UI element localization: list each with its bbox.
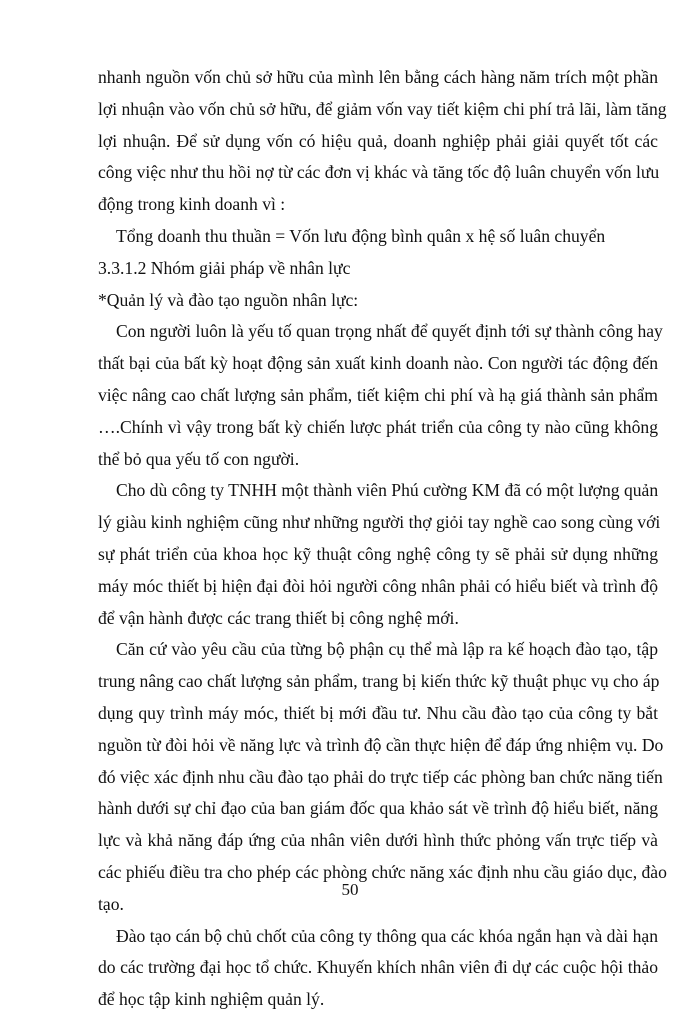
text-line: máy móc thiết bị hiện đại đòi hỏi người công nhân phải có hiểu biết và trình độ	[98, 575, 658, 596]
text-line: lợi nhuận vào vốn chủ sở hữu, để giảm vốn vay tiết kiệm chi phí trả lãi, làm tăng	[98, 98, 667, 119]
text-line: lực và khả năng đáp ứng của nhân viên dưới hình thức phỏng vấn trực tiếp và	[98, 830, 658, 851]
text-line: lý giàu kinh nghiệm cũng như những người thợ giỏi tay nghề cao song cùng với	[98, 512, 661, 533]
text-line: để vận hành được các trang thiết bị công nghệ mới.	[98, 607, 459, 628]
body-text	[98, 62, 667, 1016]
text-line: nguồn từ đòi hỏi về năng lực và trình độ cần thực hiện để đáp ứng nhiệm vụ. Do	[98, 734, 664, 755]
formula-line: Tổng doanh thu thuần = Vốn lưu động bình quân x hệ số luân chuyển	[116, 225, 606, 246]
text-line: đó việc xác định nhu cầu đào tạo phải do trực tiếp các phòng ban chức năng tiến	[98, 766, 663, 787]
text-line: để học tập kinh nghiệm quản lý.	[98, 989, 325, 1010]
text-line: nhanh nguồn vốn chủ sở hữu của mình lên bằng cách hàng năm trích một phần	[98, 67, 658, 87]
text-line: Cho dù công ty TNHH một thành viên Phú cường KM đã có một lượng quản	[116, 480, 659, 501]
text-line: thể bỏ qua yếu tố con người.	[98, 448, 300, 469]
text-line: việc nâng cao chất lượng sản phẩm, tiết kiệm chi phí và hạ giá thành sản phẩm	[98, 384, 658, 405]
text-line: Căn cứ vào yêu cầu của từng bộ phận cụ thể mà lập ra kế hoạch đào tạo, tập	[116, 639, 658, 660]
text-line: trung nâng cao chất lượng sản phẩm, trang bị kiến thức kỹ thuật phục vụ cho áp	[98, 671, 660, 692]
text-line: ….Chính vì vậy trong bất kỳ chiến lược phát triển của công ty nào cũng không	[98, 416, 658, 437]
text-line: do các trường đại học tổ chức. Khuyến khích nhân viên đi dự các cuộc hội thảo	[98, 957, 658, 978]
subsection-heading: *Quản lý và đào tạo nguồn nhân lực:	[98, 289, 359, 310]
text-line: Con người luôn là yếu tố quan trọng nhất để quyết định tới sự thành công hay	[116, 321, 663, 342]
text-line: sự phát triển của khoa học kỹ thuật công nghệ công ty sẽ phải sử dụng những	[98, 543, 658, 564]
text-line: tạo.	[98, 893, 124, 914]
section-heading: 3.3.1.2 Nhóm giải pháp về nhân lực	[98, 257, 351, 278]
text-line: các phiếu điều tra cho phép các phòng chức năng xác định nhu cầu giáo dục, đào	[98, 861, 667, 882]
text-line: động trong kinh doanh vì :	[98, 194, 286, 215]
text-line: Đào tạo cán bộ chủ chốt của công ty thông qua các khóa ngắn hạn và dài hạn	[116, 925, 658, 946]
text-line: lợi nhuận. Để sử dụng vốn có hiệu quả, doanh nghiệp phải giải quyết tốt các	[98, 130, 658, 151]
text-line: công việc như thu hồi nợ từ các đơn vị khác và tăng tốc độ luân chuyển vốn lưu	[98, 162, 660, 183]
text-line: dụng quy trình máy móc, thiết bị mới đầu tư. Nhu cầu đào tạo của công ty bắt	[98, 702, 658, 723]
text-line: thất bại của bất kỳ hoạt động sản xuất kinh doanh nào. Con người tác động đến	[98, 353, 658, 374]
text-line: hành dưới sự chỉ đạo của ban giám đốc qua khảo sát về trình độ hiểu biết, năng	[98, 798, 658, 819]
page-number: 50	[341, 880, 359, 899]
